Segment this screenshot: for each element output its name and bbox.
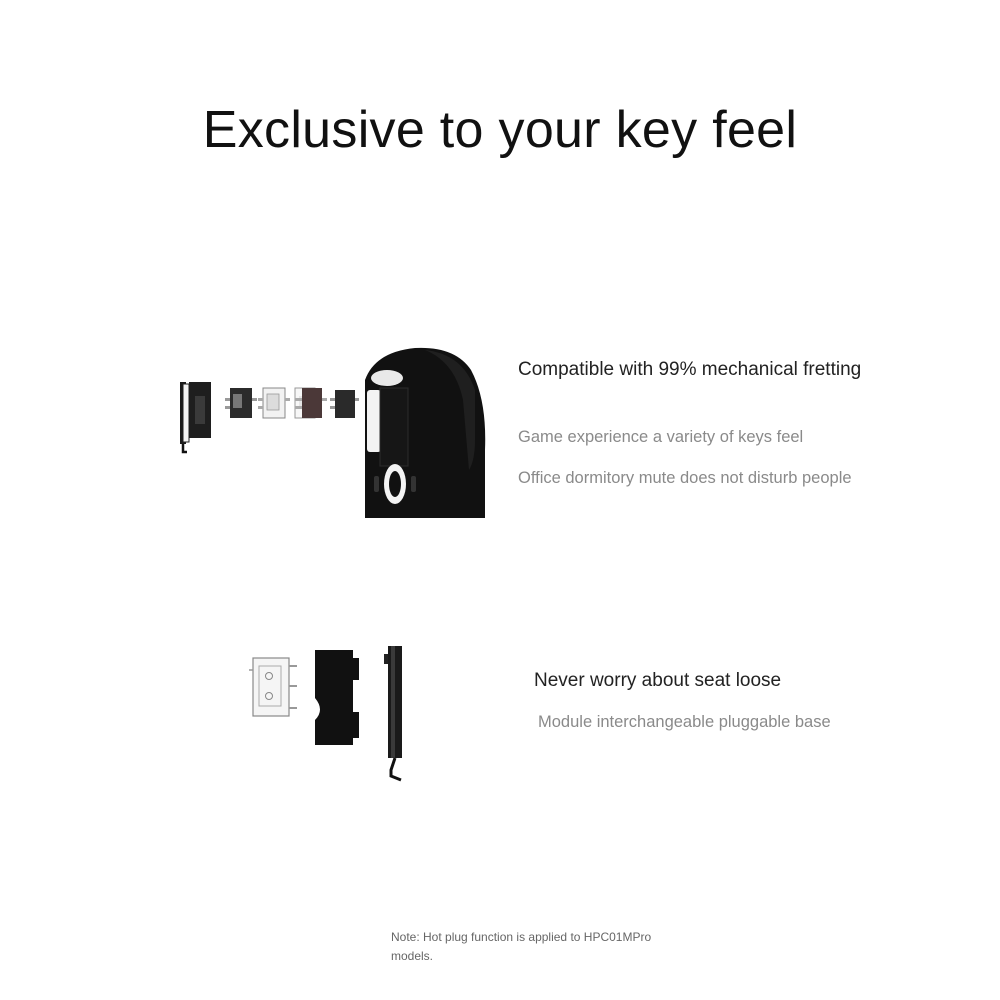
switch-and-mouse-illustration	[175, 340, 490, 518]
microswitch-dark-icon	[330, 390, 359, 418]
microswitch-clear-icon	[258, 388, 290, 418]
feature-2-title: Never worry about seat loose	[534, 670, 782, 691]
page-title: Exclusive to your key feel	[202, 101, 798, 159]
feature-1-line-2: Office dormitory mute does not disturb people	[518, 469, 852, 487]
footnote: Note: Hot plug function is applied to HPC01MPro models.	[391, 930, 652, 963]
feature-2-line-1: Module interchangeable pluggable base	[538, 713, 831, 731]
feature-1-title: Compatible with 99% mechanical fretting	[518, 359, 862, 380]
feature-1-line-1: Game experience a variety of keys feel	[518, 428, 804, 446]
mouse-shell-icon	[365, 348, 485, 518]
base-rail-icon	[384, 646, 402, 780]
clear-switch-icon	[249, 658, 297, 716]
socket-block-icon	[315, 650, 359, 745]
module-base-illustration	[245, 640, 410, 785]
microswitch-black-icon	[225, 388, 257, 418]
socket-bracket-icon	[180, 382, 211, 452]
